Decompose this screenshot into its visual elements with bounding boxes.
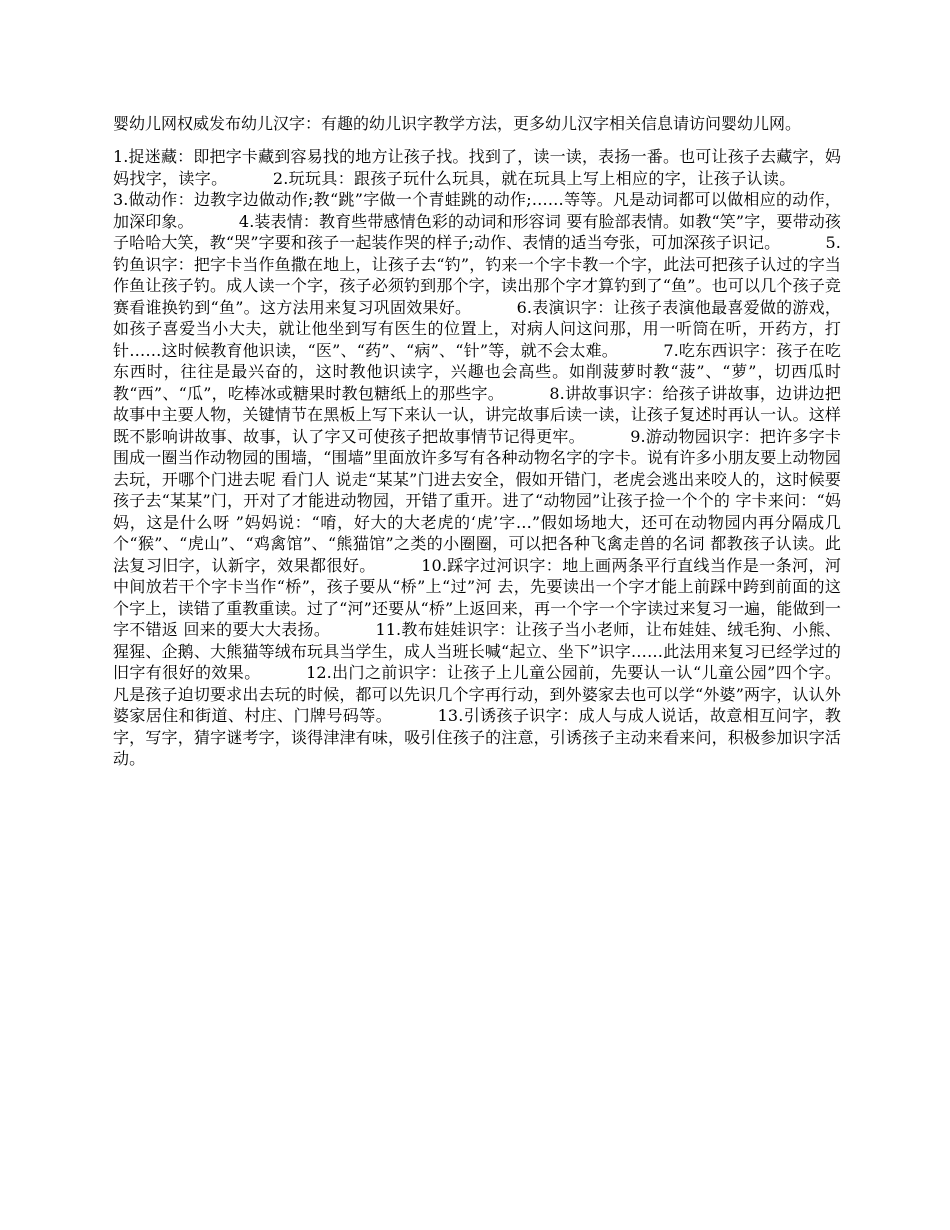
tips-paragraph (113, 146, 841, 770)
tip-item: 7.吃东西识字：孩子在吃东西时，往往是最兴奋的，这时教他识读字，兴趣也会高些。如削菠萝时教“菠”、“萝”，切西瓜时教“西”、“瓜”，吃棒冰或糖果时教包糖纸上的那些字。 (113, 340, 841, 403)
document-page (113, 112, 841, 770)
tip-item: 2.玩玩具：跟孩子玩什么玩具，就在玩具上写上相应的字，让孩子认读。 (272, 168, 796, 188)
tip-item: 1.捉迷藏：即把字卡藏到容易找的地方让孩子找。找到了，读一读，表扬一番。也可让孩子去藏字，妈妈找字，读字。 (113, 147, 841, 188)
tip-item: 10.踩字过河识字：地上画两条平行直线当作是一条河，河中间放若干个字卡当作“桥”，孩子要从“桥”上“过”河 去，先要读出一个字才能上前踩中跨到前面的这个字上，读错了重教重读。过了“河”还要从“桥”上返回来，再一个字一个字读过来复习一遍，能做到一字不错返 回来的要大大表扬。 (113, 555, 842, 639)
tip-item: 5.钓鱼识字：把字卡当作鱼撒在地上，让孩子去“钓”，钓来一个字卡教一个字，此法可把孩子认过的字当作鱼让孩子钓。成人读一个字，孩子必须钓到那个字，读出那个字才算钓到了“鱼”。也可以几个孩子竞赛看谁换钓到“鱼”。这方法用来复习巩固效果好。 (113, 233, 841, 317)
tip-item: 9.游动物园识字：把许多字卡围成一圈当作动物园的围墙，“围墙”里面放许多写有各种动物名字的字卡。说有许多小朋友要上动物园去玩，开哪个门进去呢 看门人 说走“某某”门进去安全，假如开错门，老虎会逃出来咬人的，这时候要孩子去“某某”门，开对了才能进动物园，开错了重开。进了“动物园”让孩子捡一个个的 字卡来问：“妈妈，这是什么呀 ”妈妈说：“唷，好大的大老虎的‘虎’字…”假如场地大，还可在动物园内再分隔成几个“猴”、“虎山”、“鸡禽馆”、“熊猫馆”之类的小圈圈，可以把各种飞禽走兽的名词 都教孩子认读。此法复习旧字，认新字，效果都很好。 (113, 426, 841, 575)
tip-item: 12.出门之前识字：让孩子上儿童公园前，先要认一认“儿童公园”四个字。凡是孩子迫切要求出去玩的时候，都可以先识几个字再行动，到外婆家去也可以学“外婆”两字，认认外婆家居住和街道、村庄、门牌号码等。 (113, 663, 842, 725)
tip-item: 3.做动作：边教字边做动作;教“跳”字做一个青蛙跳的动作;……等等。凡是动词都可以做相应的动作，加深印象。 (113, 190, 841, 231)
tip-item: 6.表演识字：让孩子表演他最喜爱做的游戏，如孩子喜爱当小大夫，就让他坐到写有医生的位置上，对病人问这问那，用一听筒在听，开药方，打针……这时候教育他识读，“医”、“药”、“病”、“针”等，就不会太难。 (113, 297, 841, 360)
tip-item: 4.装表情：教育些带感情色彩的动词和形容词 要有脸部表情。如教“笑”字，要带动孩子哈哈大笑，教“哭”字要和孩子一起装作哭的样子;动作、表情的适当夸张，可加深孩子识记。 (113, 211, 841, 252)
intro-paragraph: 婴幼儿网权威发布幼儿汉字：有趣的幼儿识字教学方法，更多幼儿汉字相关信息请访问婴幼儿网。 (113, 114, 802, 133)
tip-item: 8.讲故事识字：给孩子讲故事，边讲边把故事中主要人物，关键情节在黑板上写下来认一认，讲完故事后读一读，让孩子复述时再认一认。这样既不影响讲故事、故事，认了字又可使孩子把故事情节记得更牢。 (113, 383, 842, 446)
tip-item: 11.教布娃娃识字：让孩子当小老师，让布娃娃、绒毛狗、小熊、猩猩、企鹅、大熊猫等绒布玩具当学生，成人当班长喊“起立、坐下”识字……此法用来复习已经学过的旧字有很好的效果。 (113, 620, 841, 682)
tip-item: 13.引诱孩子识字：成人与成人说话，故意相互问字，教字，写字，猜字谜考字，谈得津津有味，吸引住孩子的注意，引诱孩子主动来看来问，积极参加识字活动。 (113, 706, 842, 768)
